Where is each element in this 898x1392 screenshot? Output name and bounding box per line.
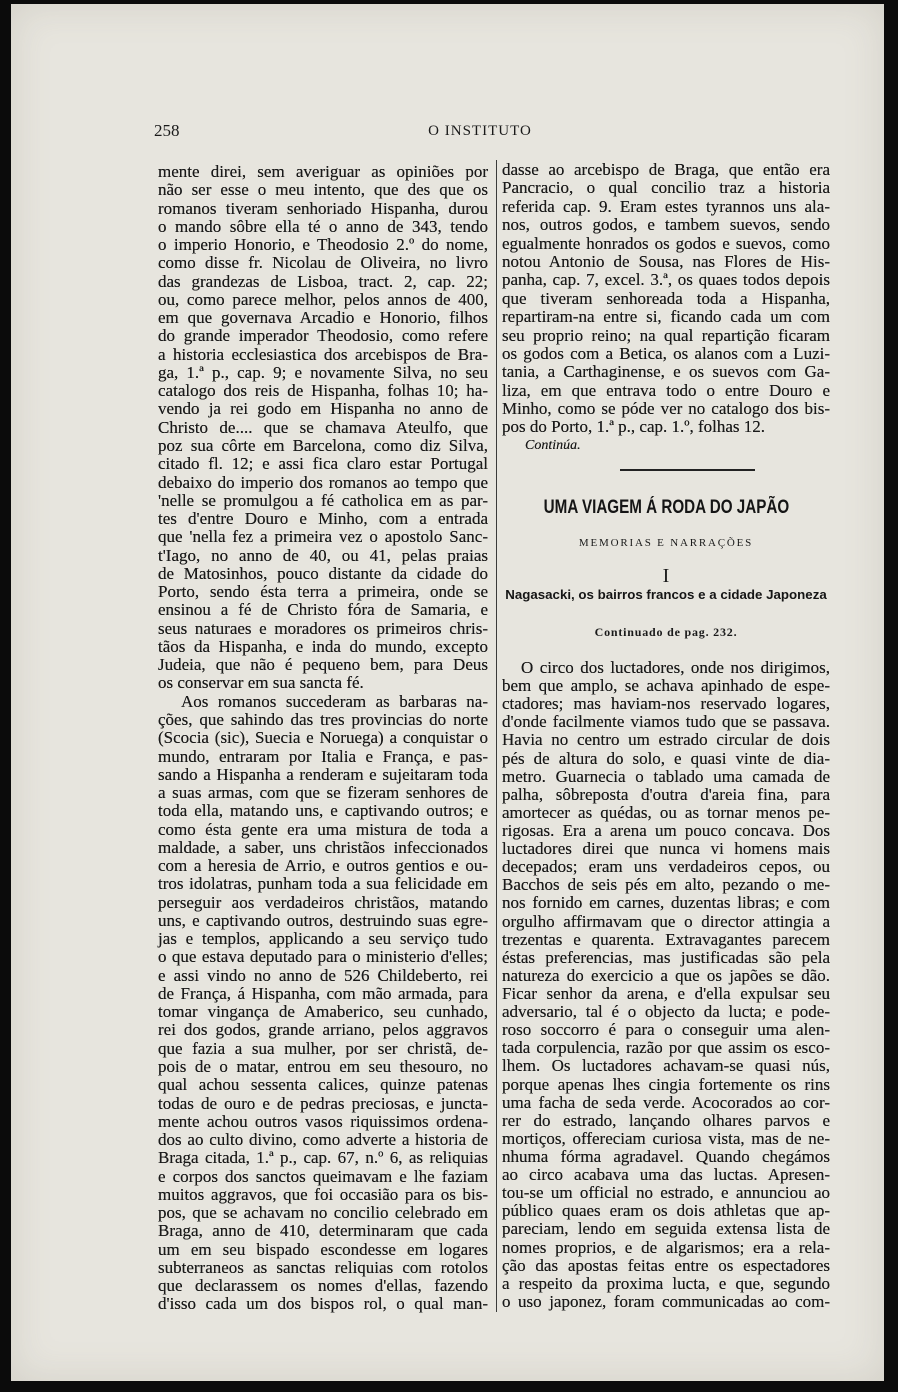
text-line: nomes proprios, e de algarismos; era a rela- bbox=[502, 1237, 830, 1257]
text-line: o imperio Honorio, e Theodosio 2.º do nome, bbox=[158, 235, 488, 255]
text-line: uma facha de seda verde. Acocorados ao cor- bbox=[502, 1092, 830, 1112]
text-line: de Matosinhos, pouco distante da cidade do bbox=[158, 563, 488, 583]
page-number: 258 bbox=[154, 121, 180, 140]
text-line: panha, cap. 7, excel. 3.ª, os quaes todos depois bbox=[502, 270, 830, 290]
text-line: rei dos godos, grande arriano, pelos aggravos bbox=[158, 1020, 488, 1040]
text-line: tania, a Carthaginense, e os suevos com Ga- bbox=[502, 362, 830, 382]
text-line: rer do estrado, lançando olhares parvos e bbox=[502, 1110, 830, 1130]
text-line: nos, outros godos, e tambem suevos, sendo bbox=[502, 215, 830, 235]
text-line: tou-se um official no estrado, e annunciou ao bbox=[502, 1183, 830, 1203]
text-line: decepados; eram uns verdadeiros cepos, ou bbox=[502, 857, 830, 877]
text-line: como disse fr. Nicolau de Oliveira, no livro bbox=[158, 253, 488, 273]
text-line: nos fornido em carnes, duzentas libras; e com bbox=[502, 893, 830, 913]
text-line: que declarassem os nomes d'ellas, fazendo bbox=[158, 1276, 488, 1296]
text-line: egualmente honrados os godos e suevos, como bbox=[502, 233, 830, 253]
text-line: que fazia a sua mulher, por ser christã, de- bbox=[158, 1038, 488, 1058]
text-line: ou, como parece melhor, pelos annos de 400, bbox=[158, 289, 488, 309]
text-line: qual achou sessenta calices, quinze patenas bbox=[158, 1075, 488, 1095]
text-line: Havia no centro um estrado circular de dois bbox=[502, 730, 830, 750]
text-line: adversario, tal é o objecto da lucta; e pode- bbox=[502, 1002, 830, 1022]
text-line: seus naturaes e moradores os primeiros chris- bbox=[158, 618, 488, 638]
text-line: rigosas. Era a arena um pouco concava. Dos bbox=[502, 820, 830, 840]
continuation-note: Continuado de pag. 232. bbox=[594, 625, 738, 639]
text-line: tomar vingança de Amaberico, seu cunhado, bbox=[158, 1002, 488, 1022]
text-line: maldade, a saber, uns christãos infeccionados bbox=[158, 837, 488, 857]
text-line: orgulho affirmavam que o director attingia a bbox=[502, 911, 830, 931]
journal-title: O INSTITUTO bbox=[428, 123, 532, 139]
text-line: citado fl. 12; e assi fica claro estar Portugal bbox=[158, 454, 488, 474]
text-line: do grande imperador Theodosio, como refere bbox=[158, 326, 488, 346]
section-rule bbox=[620, 469, 755, 471]
text-line: Porto, sendo ésta terra a primeira, onde se bbox=[158, 582, 488, 602]
text-line: (Scocia (sic), Suecia e Noruega) a conquistar o bbox=[158, 728, 488, 748]
text-line: 'nelle se promulgou a fé catholica em as par- bbox=[158, 490, 488, 510]
text-line: Judeia, que não é pequeno bem, para Deus bbox=[158, 655, 488, 675]
text-line: Braga, anno de 410, determinaram que cada bbox=[158, 1221, 488, 1241]
text-line: tada corpulencia, razão por que assim os esco- bbox=[502, 1038, 830, 1058]
article-body bbox=[502, 659, 830, 1311]
continues-note: Continúa. bbox=[525, 437, 581, 453]
text-line: com a heresia de Arrio, e outros gentios e ou- bbox=[158, 856, 488, 876]
chapter-title: Nagasacki, os bairros francos e a cidade Japoneza bbox=[505, 587, 827, 602]
text-line: luctadores direi que nunca vi homens mais bbox=[502, 839, 830, 859]
text-line: e assi vindo no anno de 526 Childeberto, rei bbox=[158, 965, 488, 985]
text-line: referida cap. 9. Eram estes tyrannos uns ala- bbox=[502, 196, 830, 216]
right-column-continued-text bbox=[502, 161, 830, 455]
text-line: repartiram-na entre si, ficando cada um com bbox=[502, 307, 830, 327]
text-line: mente achou outros vasos riquissimos ordena- bbox=[158, 1111, 488, 1131]
text-line: vendo ja rei godo em Hispanha no anno de bbox=[158, 399, 488, 419]
text-line: ctadores; mas haviam-nos reservado logares, bbox=[502, 694, 830, 714]
paragraph bbox=[502, 161, 830, 437]
text-line: subterraneos as sanctas reliquias com rotolos bbox=[158, 1257, 488, 1277]
text-line: ção das apostas feitas entre os espectadores bbox=[502, 1255, 830, 1275]
text-line: ao circo acabava uma das luctas. Apresen- bbox=[502, 1165, 830, 1185]
text-line: amortecer as quédas, ou as tornar menos pe- bbox=[502, 802, 830, 822]
text-line: Christo de.... que se chamava Ateulfo, que bbox=[158, 417, 488, 437]
text-line: dos ao culto divino, como adverte a historia de bbox=[158, 1130, 488, 1150]
text-line: um em seu bispado escondesse em logares bbox=[158, 1239, 488, 1259]
text-line: os godos com a Betica, os alanos com a Luzi- bbox=[502, 343, 830, 363]
text-line: bem que amplo, se achava apinhado de espe- bbox=[502, 676, 830, 696]
text-line: d'isso cada um dos bispos rol, o qual man- bbox=[158, 1294, 488, 1314]
text-line: pés de altura do solo, e quasi vinte de dia- bbox=[502, 748, 830, 768]
text-line: sando a Hispanha a renderam e sujeitaram toda bbox=[158, 764, 488, 784]
text-line: das grandezas de Lisboa, tract. 2, cap. 22; bbox=[158, 271, 488, 291]
text-line: d'onde facilmente viamos tudo que se passava. bbox=[502, 712, 830, 732]
text-line: liza, em que entrava todo o entre Douro e bbox=[502, 380, 830, 400]
paragraph bbox=[158, 693, 488, 1314]
text-line: o que estava deputado para o ministerio d'elles; bbox=[158, 947, 488, 967]
text-line: ções, que sahindo das tres provincias do norte bbox=[158, 709, 488, 729]
text-line: roso soccorro é para o conseguir uma alen- bbox=[502, 1020, 830, 1040]
text-line: pareciam, lendo em seguida extensa lista de bbox=[502, 1219, 830, 1239]
article-subtitle: MEMORIAS E NARRAÇÕES bbox=[578, 537, 754, 549]
text-line: como ésta gente era uma mistura de toda a bbox=[158, 819, 488, 839]
text-line: poz sua côrte em Barcelona, como diz Silva, bbox=[158, 435, 488, 455]
text-line: mundo, entraram por Italia e França, e pas- bbox=[158, 746, 488, 766]
text-line: catalogo dos reis de Hispanha, folhas 10; ha- bbox=[158, 381, 488, 401]
text-line: pois de o matar, entrou em seu thesouro, no bbox=[158, 1057, 488, 1077]
text-line: seu proprio reino; na qual repartição ficaram bbox=[502, 325, 830, 345]
text-line: ensinou a fé de Christo fóra de Samaria, e bbox=[158, 600, 488, 620]
text-line: dasse ao arcebispo de Braga, que então era bbox=[502, 160, 830, 179]
text-line: nhuma fórma agradavel. Quando chegámos bbox=[502, 1146, 830, 1166]
text-line: palha, sôbreposta d'outra d'areia fina, para bbox=[502, 784, 830, 804]
text-line: a suas armas, com que se fizeram senhores de bbox=[158, 783, 488, 803]
left-column bbox=[158, 163, 488, 1314]
text-line: a respeito da proxima lucta, e que, segundo bbox=[502, 1273, 830, 1293]
text-line: metro. Guarnecia o tablado uma camada de bbox=[502, 766, 830, 786]
text-line: público quaes eram os dois athletas que ap- bbox=[502, 1201, 830, 1221]
text-line: t'Iago, no anno de 40, ou 41, pelas praias bbox=[158, 545, 488, 565]
text-line: em que governava Arcadio e Honorio, filhos bbox=[158, 308, 488, 328]
text-line: e corpos dos sanctos queimavam e lhe faziam bbox=[158, 1166, 488, 1186]
text-line: mortiços, offereciam curiosa vista, mas de ne- bbox=[502, 1128, 830, 1148]
text-line: natureza do exercicio a que os japões se dão. bbox=[502, 965, 830, 985]
text-line: tãos da Hispanha, e inda do mundo, excepto bbox=[158, 636, 488, 656]
paragraph bbox=[502, 659, 830, 1311]
text-line: que 'nella fez a primeira vez o apostolo Sanc- bbox=[158, 527, 488, 547]
text-line: o mando sôbre ella té o anno de 343, tendo bbox=[158, 216, 488, 236]
text-line: os conservar em sua sancta fé. bbox=[158, 673, 364, 693]
text-line: tes d'entre Douro e Minho, com a entrada bbox=[158, 509, 488, 529]
text-line: trezentas e quarenta. Extravagantes parecem bbox=[502, 929, 830, 949]
text-line: romanos tiveram senhoriado Hispanha, durou bbox=[158, 198, 488, 218]
text-line: jas e templos, applicando a seu serviço tudo bbox=[158, 929, 488, 949]
text-line: lhem. Os luctadores achavam-se quasi nús, bbox=[502, 1056, 830, 1076]
text-line: muitos aggravos, que foi occasião para os bis- bbox=[158, 1184, 488, 1204]
text-line: pos, que se achavam no concilio celebrado em bbox=[158, 1203, 488, 1223]
text-line: Ficar senhor da arena, e d'ella expulsar seu bbox=[502, 983, 830, 1003]
text-line: debaixo do imperio dos romanos ao tempo que bbox=[158, 472, 488, 492]
text-line: toda ella, matando uns, e captivando outros; e bbox=[158, 801, 488, 821]
text-line: todas de ouro e de pedras preciosas, e juncta- bbox=[158, 1093, 488, 1113]
text-line: perseguir aos verdadeiros christãos, matando bbox=[158, 892, 488, 912]
article-title bbox=[502, 497, 830, 519]
text-line: Aos romanos succederam as barbaras na- bbox=[181, 691, 488, 711]
text-line: éstas preferencias, mas justificadas são pela bbox=[502, 947, 830, 967]
text-line: tros idolatras, punham toda a sua felicidade em bbox=[158, 874, 488, 894]
text-line: ga, 1.ª p., cap. 9; e novamente Silva, no seu bbox=[158, 362, 488, 382]
text-line: de França, á Hispanha, com mão armada, para bbox=[158, 983, 488, 1003]
text-line: Braga citada, 1.ª p., cap. 67, n.º 6, as reliquias bbox=[158, 1148, 488, 1168]
text-line: uns, e captivando outros, destruindo suas egre- bbox=[158, 910, 488, 930]
text-line: pos do Porto, 1.ª p., cap. 1.º, folhas 12. bbox=[502, 417, 766, 437]
article-title-text: UMA VIAGEM Á RODA DO JAPÃO bbox=[543, 497, 789, 518]
text-line: a historia ecclesiastica dos arcebispos de Bra- bbox=[158, 344, 488, 364]
column-divider bbox=[496, 160, 497, 1312]
text-line: que tiveram senhoreada toda a Hispanha, bbox=[502, 288, 830, 308]
text-line: o uso japonez, foram communicadas ao com- bbox=[502, 1291, 830, 1311]
text-line: mente direi, sem averiguar as opiniões por bbox=[158, 162, 488, 181]
text-line: O circo dos luctadores, onde nos dirigimos, bbox=[521, 658, 830, 677]
text-line: Pancracio, o qual concilio traz a historia bbox=[502, 178, 830, 198]
text-line: não ser esse o meu intento, que des que os bbox=[158, 180, 488, 200]
paragraph bbox=[158, 163, 488, 693]
text-line: Bacchos de seis pés em alto, pezando o me- bbox=[502, 875, 830, 895]
chapter-number: I bbox=[662, 565, 670, 587]
text-line: porque apenas lhes cingia fortemente os rins bbox=[502, 1074, 830, 1094]
text-line: Minho, como se póde ver no catalogo dos bis- bbox=[502, 399, 830, 419]
text-line: notou Antonio de Sousa, nas Flores de His- bbox=[502, 251, 830, 271]
